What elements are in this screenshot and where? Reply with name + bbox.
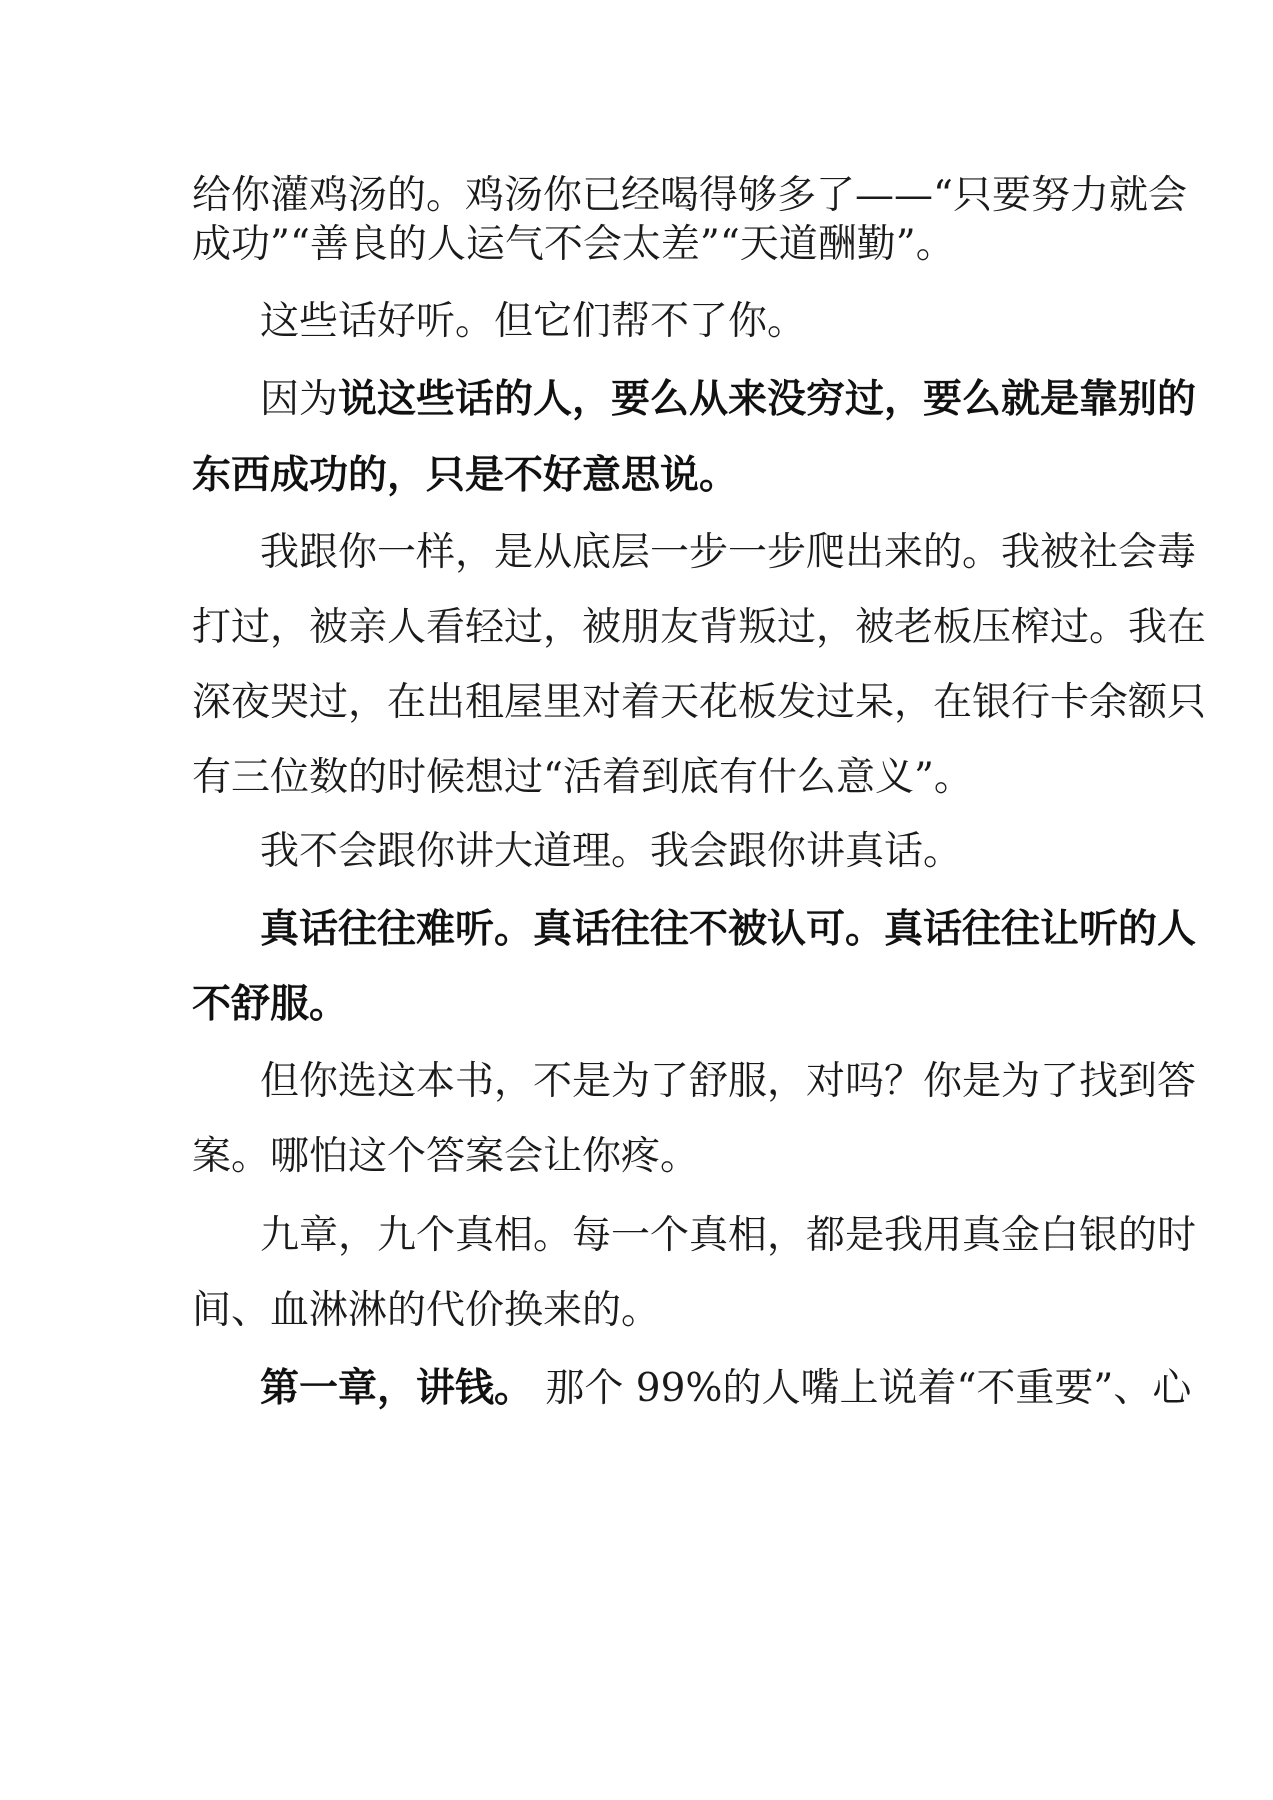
paragraph-4-line-2: 打过，被亲人看轻过，被朋友背叛过，被老板压榨过。我在	[192, 605, 1207, 650]
paragraph-3-lead: 因为	[260, 377, 339, 422]
paragraph-3-bold-2: 东西成功的，只是不好意思说。	[192, 452, 739, 498]
paragraph-4-line-4: 有三位数的时候想过“活着到底有什么意义”。	[192, 755, 973, 800]
paragraph-3-line-1	[260, 373, 1196, 426]
chapter-1-heading: 第一章，讲钱。	[260, 1365, 534, 1411]
paragraph-8-line-1: 九章，九个真相。每一个真相，都是我用真金白银的时	[260, 1213, 1197, 1258]
paragraph-7-line-1: 但你选这本书，不是为了舒服，对吗？你是为了找到答	[260, 1059, 1197, 1104]
paragraph-6-bold-2: 不舒服。	[192, 981, 349, 1027]
paragraph-7-line-2: 案。哪怕这个答案会让你疼。	[192, 1134, 700, 1179]
paragraph-8-line-2: 间、血淋淋的代价换来的。	[192, 1288, 661, 1333]
paragraph-1-line-1: 给你灌鸡汤的。鸡汤你已经喝得够多了——“只要努力就会	[192, 173, 1187, 218]
paragraph-9-line-1	[260, 1362, 1191, 1415]
paragraph-3-bold-1: 说这些话的人，要么从来没穷过，要么就是靠别的	[338, 376, 1197, 422]
paragraph-4-line-3: 深夜哭过，在出租屋里对着天花板发过呆，在银行卡余额只	[192, 680, 1207, 725]
paragraph-2-line-1: 这些话好听。但它们帮不了你。	[260, 299, 807, 344]
paragraph-5-line-1: 我不会跟你讲大道理。我会跟你讲真话。	[260, 829, 963, 874]
paragraph-9-rest: 那个 99%的人嘴上说着“不重要”、心	[533, 1366, 1192, 1411]
paragraph-6-bold-1: 真话往往难听。真话往往不被认可。真话往往让听的人	[260, 906, 1197, 952]
paragraph-1-line-2: 成功”“善良的人运气不会太差”“天道酬勤”。	[192, 222, 955, 267]
paragraph-4-line-1: 我跟你一样，是从底层一步一步爬出来的。我被社会毒	[260, 530, 1197, 575]
